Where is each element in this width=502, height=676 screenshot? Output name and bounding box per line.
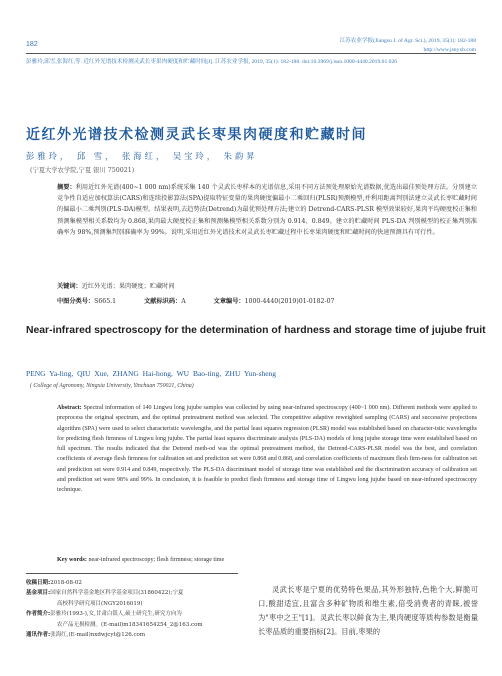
footnote-author: 作者简介:彭雅玲(1993-),女,甘肃白银人,硕士研究生,研究方向为 (26, 611, 182, 618)
authors-cn: 彭雅玲， 邱 雪， 张海红， 吴宝玲， 朱韵昇 (26, 151, 258, 161)
abstract-en-label: Abstract: (57, 405, 82, 411)
keywords-cn-label: 关键词： (57, 283, 82, 290)
keywords-cn-text: 近红外光谱；果肉硬度；贮藏时间 (81, 283, 175, 290)
footnote-received: 收稿日期:2018-08-02 (26, 580, 82, 586)
affiliation-en: ( College of Agronomy, Ningxia University, Yinchuan 750021, China) (30, 383, 194, 389)
footnote-corresp: 通讯作者:张海红,(E-mail)nxdwjcyt@126.com (26, 632, 146, 639)
abstract-cn (57, 182, 477, 238)
footnote-fund: 基金项目:国家自然科学基金地区科学基金项目(31860422);宁夏 (26, 590, 184, 597)
abstract-cn-label: 摘要： (57, 184, 76, 191)
abstract-en (57, 403, 477, 495)
running-header (340, 37, 476, 54)
affiliation-cn: (宁夏大学农学院,宁夏 银川 750021) (30, 167, 135, 174)
title-cn: 近红外光谱技术检测灵武长枣果肉硬度和贮藏时间 (26, 127, 367, 143)
citation: 彭雅玲,邱雪,张海红,等. 近红外光谱技术检测灵武长枣果肉硬度和贮藏时间[J]. 江苏农业学报, 2019, 35(1): 182-188. doi:10.3969/j.issn.1000-4440.2019.01.026 (26, 59, 398, 65)
doccode-value: A (181, 298, 186, 305)
keywords-en-label: Key words: (57, 557, 87, 563)
keywords-en (57, 557, 224, 563)
clc-label: 中图分类号： (57, 298, 95, 305)
page-number: 182 (26, 41, 38, 48)
header-rule (26, 53, 476, 54)
footnote-author-cont: 农产品无损检测。(E-mail)m18341654254_2@163.com (57, 621, 203, 628)
title-en: Near-infrared spectroscopy for the determination of hardness and storage time of jujube fruit (26, 325, 486, 336)
footnote-fund-cont: 高校科学研究项目(NGY2016019) (57, 600, 143, 607)
authors-en: PENG Ya-ling, QIU Xue, ZHANG Hai-hong, WU Bao-ting, ZHU Yun-sheng (26, 369, 277, 378)
abstract-en-text: Spectral information of 140 Lingwu long jujube samples was collected by using near-infrared spectroscopy (400~1 000 nm). Different methods were applied to preprocess the original spectrum, and the optimal pretreatment method was selected. The competitive adaptive reweighted sampling (CARS) and successive projections algorithm (SPA) were used to select characteristic wavelengths, and the partial least squares regression (PLSR) model was established based on character-istic wavelengths for predicting flesh firmness of Lingwu long jujube. The partial least squares discriminate analysis (PLS-DA) models of long jujube storage time were established based on full spectrum. The results indicated that the Detrend meth-od was the optimal pretreatment method, the Detrend-CARS-PLSR model was the best, and correlation coefficients of average flesh firmness for calibration set and prediction set were 0.868 and 0.868, and correlation coefficients of maximum flesh firm-ness for calibration set and prediction set were 0.914 and 0.849, respectively. The PLS-DA discriminant model of storage time was established and the discrimination accuracy of calibration set and prediction set were 98% and 99%. In conclusion, it is feasible to predict flesh firmness and storage time of Lingwu long jujube based on near-infrared spectroscopy technique. (57, 405, 477, 493)
abstract-cn-text: 利用近红外光谱(400~1 000 nm)系统采集 140 个灵武长枣样本的光谱信息,采用不同方法预处理原始光谱数据,优选出最佳预处理方法。分别建立竞争性自适应加权算法(CARS)和连续投影算法(SPA)提取特征变量的果肉硬度偏最小二乘回归(PLSR)预测模型,并利用距离判别法建立灵武长枣贮藏时间的偏最小二乘判别(PLS-DA)模型。结果表明,去趋势法(Detrend)为最优预处理方法;建立的 Detrend-CARS-PLSR 模型效果较好,果肉平均硬度校正集和预测集模型相关系数均为 0.868,果肉最大硬度校正集和预测集模型相关系数分别为 0.914、0.849。建立的贮藏时间 PLS-DA 判别模型的校正集判别准确率为 98%,预测集判别准确率为 99%。说明,采用近红外光谱技术对灵武长枣贮藏过程中长枣果肉硬度和贮藏时间的快速预测具有可行性。 (57, 184, 478, 236)
footnote (26, 578, 238, 640)
footnote-rule (26, 573, 238, 574)
journal-url[interactable]: http://www.jsnyxb.com (423, 46, 476, 53)
doccode-label: 文献标识码： (144, 298, 182, 305)
classification-line (57, 296, 334, 305)
articleno-value: 1000-4440(2019)01-0182-07 (244, 298, 335, 305)
body-paragraph: 灵武长枣是宁夏的优势特色果品,其外形独特,色艳个大,鲜脆可口,酸甜适宜,且富含多种矿物质和维生素,倍受消费者的青睐,被誉为"枣中之王"[1]。灵武长枣以鲜食为主,果肉硬度等质构参数是衡量长枣品质的重要指标[2]。目前,枣果的 (258, 585, 478, 636)
keywords-en-text: near-infrared spectroscopy; flesh firmness; storage time (88, 557, 225, 563)
body-text (258, 583, 478, 639)
articleno-label: 文章编号： (213, 298, 245, 305)
clc-value: S665.1 (94, 298, 117, 305)
journal-line: 江苏农业学报(Jiangsu J. of Agr. Sci.), 2019, 35(1): 182-188 (339, 38, 476, 44)
keywords-cn (57, 281, 175, 290)
